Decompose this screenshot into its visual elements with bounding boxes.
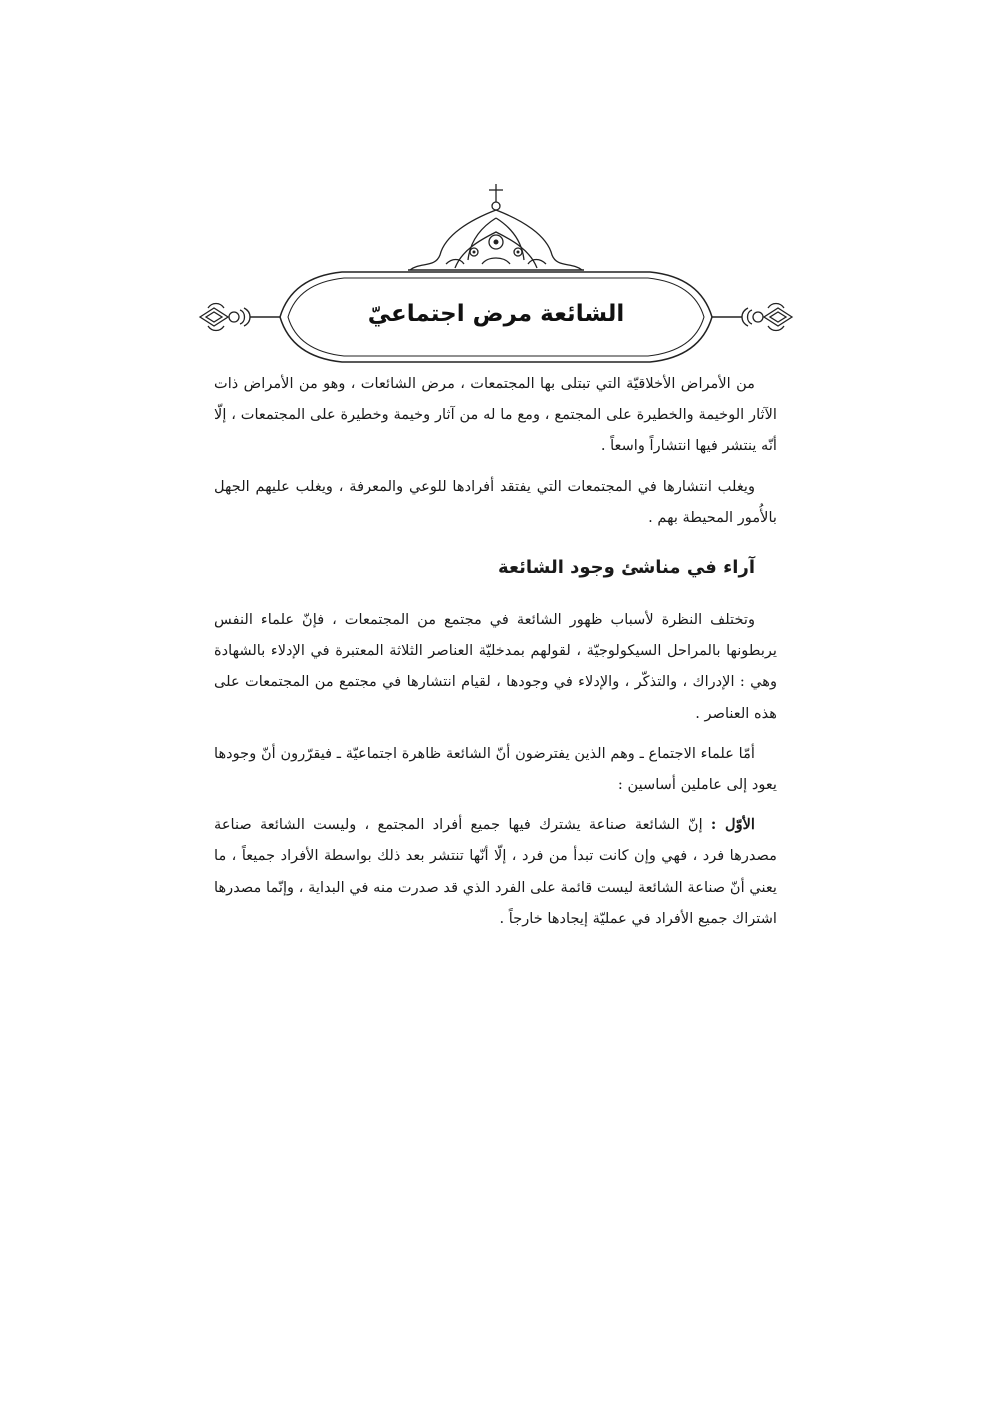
crest-ornament-icon bbox=[410, 184, 582, 270]
title-ornament-frame bbox=[0, 180, 992, 380]
section-heading: آراء في مناشئ وجود الشائعة bbox=[498, 557, 755, 579]
paragraph-text: إنّ الشائعة صناعة يشترك فيها جميع أفراد المجتمع ، وليست الشائعة صناعة مصدرها فرد ، فهي وإن كانت تبدأ من فرد ، إلّا أنّها تنتشر بعد ذلك بواسطة الأفراد جميعاً ، ما يعني أنّ صناعة الشائعة ليست قائمة على الفرد الذي قد صدرت منه في البداية ، وإنّما مصدرها اشتراك جميع الأفراد في عمليّة إيجادها خارجاً . bbox=[214, 816, 777, 927]
left-flourish-icon bbox=[200, 304, 250, 331]
paragraph: وتختلف النظرة لأسباب ظهور الشائعة في مجتمع من المجتمعات ، فإنّ علماء النفس يربطونها بالمراحل السيكولوجيّة ، لقولهم بمدخليّة العناصر الثلاثة المعتبرة في الإدلاء بالشهادة وهي : الإدراك ، والتذكّر ، والإدلاء في وجودها ، لقيام انتشارها في مجتمع من المجتمعات على هذه العناصر . bbox=[214, 611, 777, 722]
right-flourish-icon bbox=[742, 304, 792, 331]
paragraph: ويغلب انتشارها في المجتمعات التي يفتقد أفرادها للوعي والمعرفة ، ويغلب عليهم الجهل بالأُمور المحيطة بهم . bbox=[214, 477, 777, 526]
paragraph-with-lead bbox=[214, 809, 777, 934]
paragraph: أمّا علماء الاجتماع ـ وهم الذين يفترضون أنّ الشائعة ظاهرة اجتماعيّة ـ فيقرّرون أنّ وجودها يعود إلى عاملين أساسين : bbox=[214, 744, 777, 794]
paragraph-lead: الأوّل : bbox=[710, 816, 755, 834]
paragraph: من الأمراض الأخلاقيّة التي تبتلى بها المجتمعات ، مرض الشائعات ، وهو من الأمراض ذات الآثار الوخيمة والخطيرة على المجتمع ، ومع ما له من آثار وخيمة وخطيرة على المجتمعات ، إلّا أنّه ينتشر فيها انتشاراً واسعاً . bbox=[214, 375, 777, 455]
document-body bbox=[214, 368, 777, 934]
page-title: الشائعة مرض اجتماعيّ bbox=[367, 301, 625, 327]
